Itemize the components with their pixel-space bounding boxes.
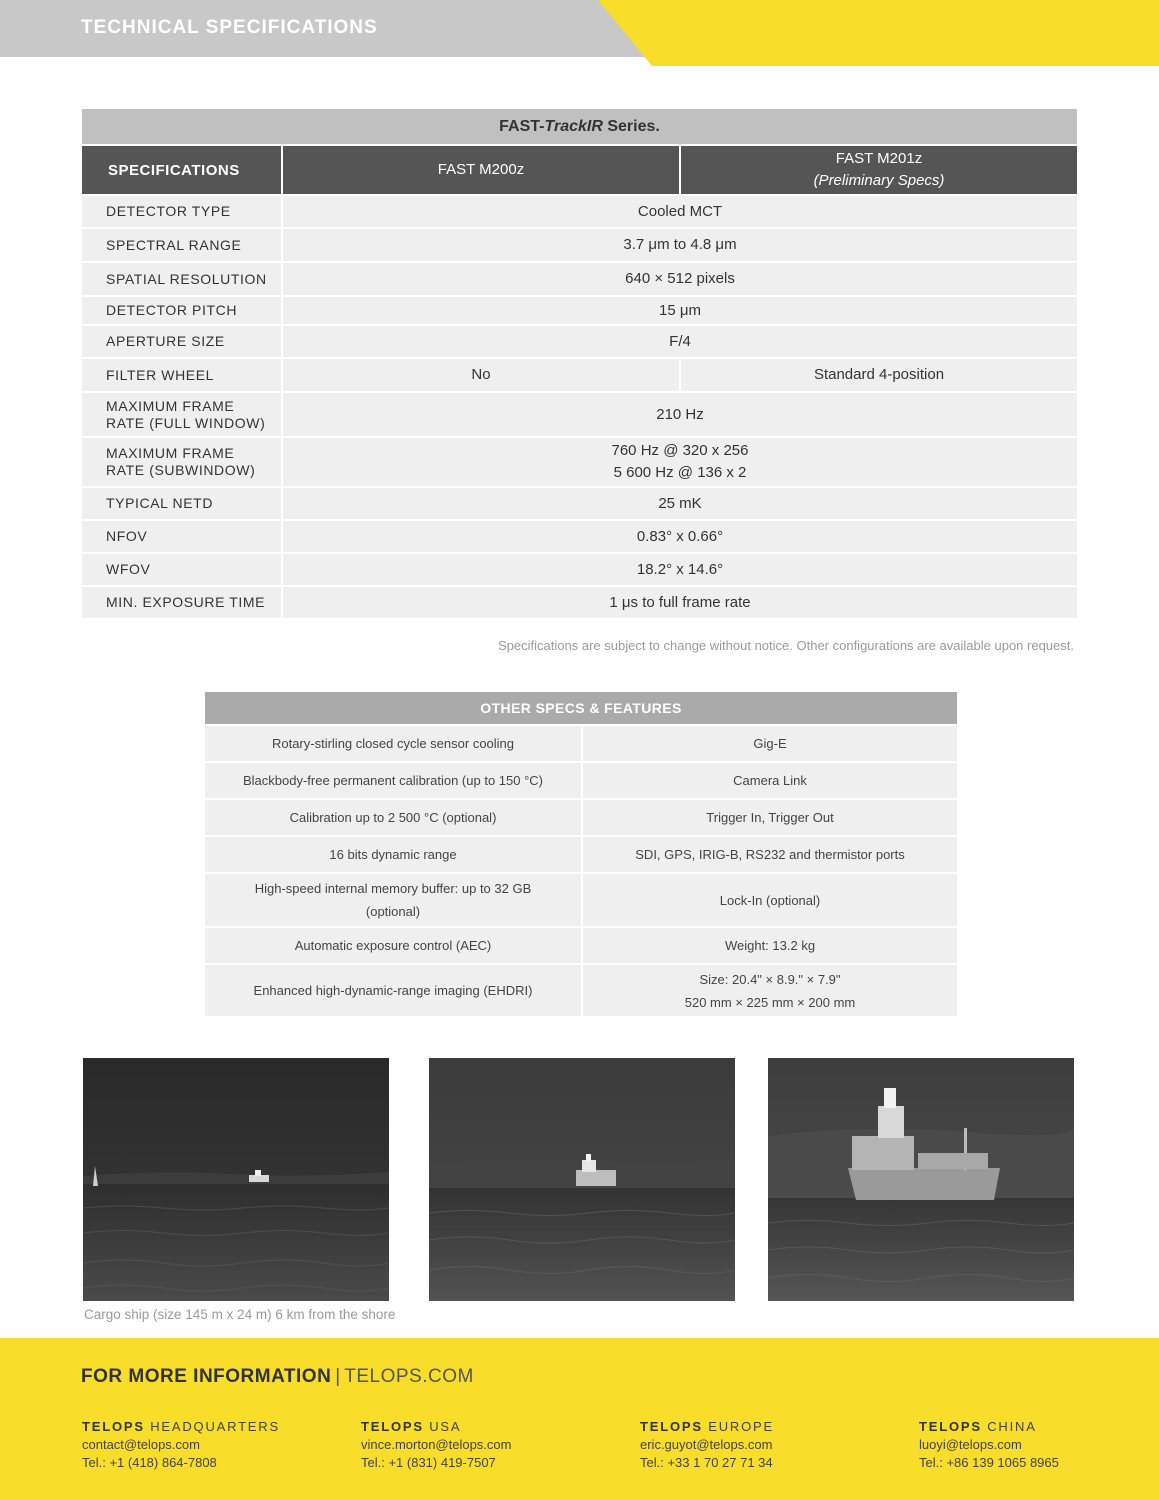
table-row: APERTURE SIZE F/4 [82, 324, 1077, 357]
table-row: DETECTOR TYPE Cooled MCT [82, 194, 1077, 227]
email-link[interactable]: luoyi@telops.com [919, 1437, 1022, 1452]
table-row: Calibration up to 2 500 °C (optional) Trigger In, Trigger Out [205, 798, 957, 835]
other-specs-title: OTHER SPECS & FEATURES [205, 692, 957, 724]
office-usa: TELOPS USA vince.morton@telops.com Tel.: +1 (831) 419-7507 [361, 1419, 512, 1470]
table-row: MIN. EXPOSURE TIME 1 μs to full frame rate [82, 585, 1077, 618]
table-row: Automatic exposure control (AEC) Weight: 13.2 kg [205, 926, 957, 963]
table-row: SPECTRAL RANGE 3.7 μm to 4.8 μm [82, 227, 1077, 261]
table-row: 16 bits dynamic range SDI, GPS, IRIG-B, RS232 and thermistor ports [205, 835, 957, 872]
email-link[interactable]: vince.morton@telops.com [361, 1437, 512, 1452]
email-link[interactable]: eric.guyot@telops.com [640, 1437, 773, 1452]
table-row: Rotary-stirling closed cycle sensor cooling Gig-E [205, 724, 957, 761]
thermal-image-mid [429, 1058, 735, 1301]
more-info-line: FOR MORE INFORMATION | TELOPS.COM [81, 1366, 474, 1387]
spec-table-title: FAST-TrackIR Series. [82, 109, 1077, 144]
thermal-image-far [83, 1058, 389, 1301]
table-row: MAXIMUM FRAME RATE (FULL WINDOW) 210 Hz [82, 391, 1077, 436]
table-row: WFOV 18.2° x 14.6° [82, 552, 1077, 585]
col-header-model-1: FAST M200z [281, 144, 679, 194]
email-link[interactable]: contact@telops.com [82, 1437, 200, 1452]
table-row: TYPICAL NETD 25 mK [82, 486, 1077, 519]
other-specs-table [205, 692, 957, 1016]
table-row: FILTER WHEEL No Standard 4-position [82, 357, 1077, 391]
spec-table [82, 109, 1077, 618]
spec-disclaimer: Specifications are subject to change without notice. Other configurations are available upon request. [498, 638, 1074, 653]
website-link[interactable]: TELOPS.COM [344, 1366, 474, 1387]
col-header-model-2: FAST M201z (Preliminary Specs) [679, 144, 1077, 194]
table-row: SPATIAL RESOLUTION 640 × 512 pixels [82, 261, 1077, 295]
office-europe: TELOPS EUROPE eric.guyot@telops.com Tel.: +33 1 70 27 71 34 [640, 1419, 774, 1470]
image-caption: Cargo ship (size 145 m x 24 m) 6 km from the shore [84, 1307, 396, 1322]
table-row: MAXIMUM FRAME RATE (SUBWINDOW) 760 Hz @ 320 x 256 5 600 Hz @ 136 x 2 [82, 436, 1077, 486]
thermal-image-near [768, 1058, 1074, 1301]
office-headquarters: TELOPS HEADQUARTERS contact@telops.com Tel.: +1 (418) 864-7808 [82, 1419, 280, 1470]
table-row: DETECTOR PITCH 15 μm [82, 295, 1077, 324]
page-title: TECHNICAL SPECIFICATIONS [81, 17, 378, 38]
table-row: Blackbody-free permanent calibration (up to 150 °C) Camera Link [205, 761, 957, 798]
table-row: NFOV 0.83° x 0.66° [82, 519, 1077, 552]
col-header-specifications: SPECIFICATIONS [82, 144, 281, 194]
table-row: Enhanced high-dynamic-range imaging (EHDRI) Size: 20.4" × 8.9." × 7.9" 520 mm × 225 mm × 200 mm [205, 963, 957, 1016]
office-china: TELOPS CHINA luoyi@telops.com Tel.: +86 139 1065 8965 [919, 1419, 1059, 1470]
table-row: High-speed internal memory buffer: up to 32 GB (optional) Lock-In (optional) [205, 872, 957, 926]
footer [0, 1338, 1159, 1500]
